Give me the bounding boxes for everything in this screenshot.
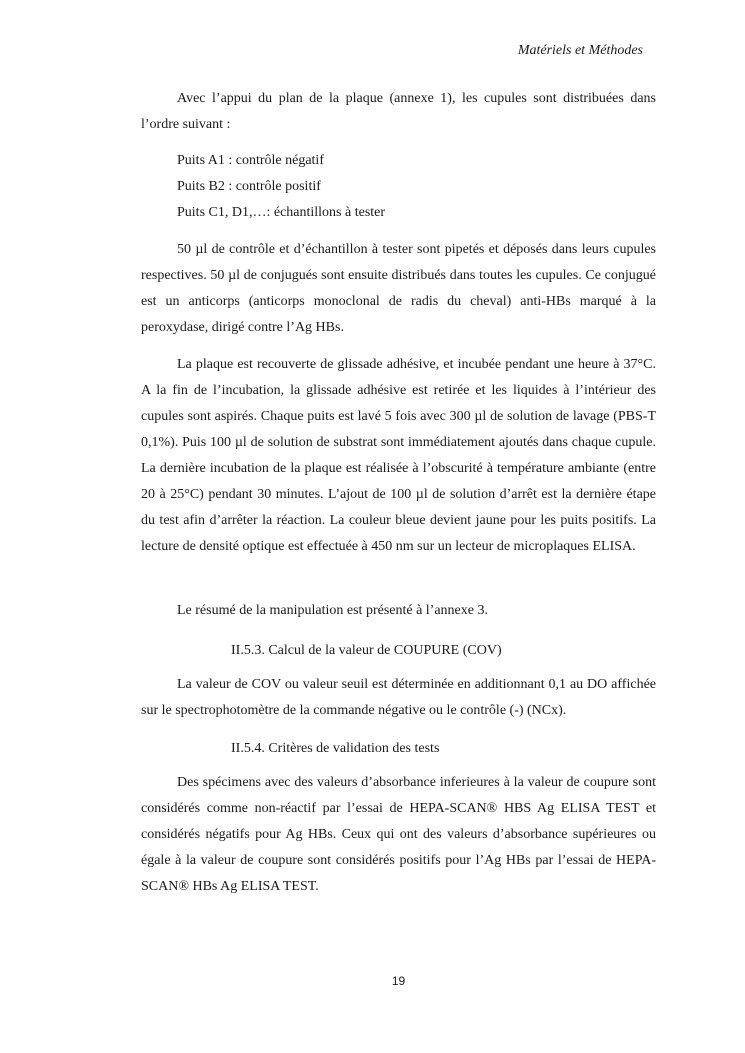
well-line-c1: Puits C1, D1,…: échantillons à tester	[177, 205, 386, 220]
well-line-b2: Puits B2 : contrôle positif	[177, 179, 321, 194]
paragraph-incubation: La plaque est recouverte de glissade adhésive, et incubée pendant une heure à 37°C. A la fin de l’incubation, la glissade adhésive est retirée et les liquides à l’intérieur des cupules sont aspirés. Chaque puits est lavé 5 fois avec 300 µl de solution de lavage (PBS-T 0,1%). Puis 100 µl de solution de substrat sont immédiatement ajoutés dans chaque cupule. La dernière incubation de la plaque est réalisée à l’obscurité à température ambiante (entre 20 à 25°C) pendant 30 minutes. L’ajout de 100 µl de solution d’arrêt est la dernière étape du test afin d’arrêter la réaction. La couleur bleue devient jaune pour les puits positifs. La lecture de densité optique est effectuée à 450 nm sur un lecteur de microplaques ELISA.	[141, 357, 656, 554]
paragraph-cov: La valeur de COV ou valeur seuil est déterminée en additionnant 0,1 au DO affichée sur le spectrophotomètre de la commande négative ou le contrôle (-) (NCx).	[141, 677, 656, 718]
running-header: Matériels et Méthodes	[517, 43, 643, 58]
heading-cov: II.5.3. Calcul de la valeur de COUPURE (COV)	[231, 643, 502, 658]
well-line-a1: Puits A1 : contrôle négatif	[177, 153, 324, 168]
paragraph-summary: Le résumé de la manipulation est présenté à l’annexe 3.	[177, 603, 488, 618]
paragraph-plate-plan: Avec l’appui du plan de la plaque (annexe 1), les cupules sont distribuées dans l’ordre suivant :	[141, 91, 656, 132]
paragraph-validation: Des spécimens avec des valeurs d’absorbance inferieures à la valeur de coupure sont considérés comme non-réactif par l’essai de HEPA-SCAN® HBS Ag ELISA TEST et considérés négatifs pour Ag HBs. Ceux qui ont des valeurs d’absorbance supérieures ou égale à la valeur de coupure sont considérés positifs pour l’Ag HBs par l’essai de HEPA-SCAN® HBs Ag ELISA TEST.	[141, 775, 656, 894]
paragraph-pipetting: 50 µl de contrôle et d’échantillon à tester sont pipetés et déposés dans leurs cupules respectives. 50 µl de conjugués sont ensuite distribués dans toutes les cupules. Ce conjugué est un anticorps (anticorps monoclonal de radis du cheval) anti-HBs marqué à la peroxydase, dirigé contre l’Ag HBs.	[141, 242, 656, 335]
page-number: 19	[391, 974, 406, 988]
heading-validation: II.5.4. Critères de validation des tests	[231, 741, 440, 756]
